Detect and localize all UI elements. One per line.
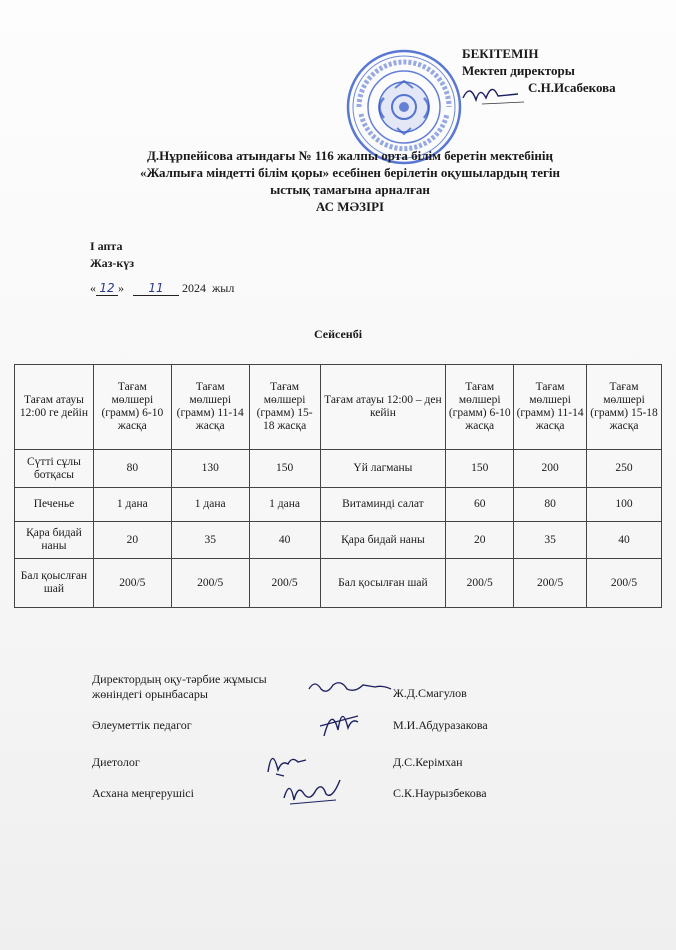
table-cell: 1 дана (93, 488, 171, 522)
table-cell: Бал қосылған шай (320, 559, 446, 608)
staff-name: Ж.Д.Смагулов (393, 686, 467, 700)
date-month: 11 (133, 281, 179, 296)
table-cell: 100 (587, 488, 662, 522)
table-cell: 80 (93, 450, 171, 488)
staff-name: Д.С.Керімхан (393, 755, 463, 769)
table-cell: 200/5 (514, 559, 587, 608)
day-title: Сейсенбі (313, 327, 363, 341)
table-cell: Витаминді салат (320, 488, 446, 522)
table-cell: 200/5 (93, 559, 171, 608)
table-cell: 1 дана (249, 488, 320, 522)
date-day: 12 (96, 281, 118, 296)
table-cell: 200/5 (446, 559, 514, 608)
director-signature (458, 78, 528, 108)
table-cell: 150 (249, 450, 320, 488)
table-cell: Печенье (15, 488, 94, 522)
table-cell: 60 (446, 488, 514, 522)
table-cell: 40 (587, 522, 662, 559)
table-cell: Үй лагманы (320, 450, 446, 488)
staff-role (92, 755, 140, 770)
header-cell: Тағам мөлшері (грамм) 11-14 жасқа (171, 365, 249, 450)
staff-role (92, 786, 194, 801)
table-cell: 35 (171, 522, 249, 559)
table-cell: 200/5 (171, 559, 249, 608)
title-line-4: АС МӘЗІРІ (315, 199, 385, 214)
table-cell: 80 (514, 488, 587, 522)
table-cell: 20 (446, 522, 514, 559)
staff-role (92, 718, 192, 733)
menu-table (14, 364, 662, 608)
title-line-3: ыстық тамағына арналған (270, 182, 430, 197)
approval-heading: БЕКІТЕМІН (462, 46, 539, 61)
staff-name: С.К.Наурызбекова (393, 786, 487, 800)
staff-role-line: жөніндегі орынбасары (92, 687, 208, 701)
staff-signature (305, 675, 395, 699)
season-label: Жаз-күз (90, 256, 135, 270)
date-close-quote: » (118, 281, 124, 295)
staff-signature (262, 742, 308, 778)
header-cell: Тағам мөлшері (грамм) 11-14 жасқа (514, 365, 587, 450)
staff-signature (318, 700, 360, 740)
table-cell: 20 (93, 522, 171, 559)
table-cell: Қара бидай наны (15, 522, 94, 559)
approval-director-name: С.Н.Исабекова (528, 80, 616, 95)
document-title (90, 147, 610, 215)
staff-role-line: Әлеуметтік педагог (92, 718, 192, 732)
title-line-1: Д.Нұрпейісова атындағы № 116 жалпы орта білім беретін мектебінің (146, 148, 554, 163)
table-cell: 200/5 (249, 559, 320, 608)
table-cell: 250 (587, 450, 662, 488)
table-cell: 40 (249, 522, 320, 559)
table-cell: Сүтті сұлы ботқасы (15, 450, 94, 488)
table-cell: 200/5 (587, 559, 662, 608)
date-suffix: жыл (212, 281, 235, 295)
table-cell: 200 (514, 450, 587, 488)
table-cell: Қара бидай наны (320, 522, 446, 559)
week-label: І апта (90, 239, 123, 253)
approval-position: Мектеп директоры (462, 63, 575, 78)
date-year: 2024 (182, 281, 206, 295)
header-cell: Тағам атауы 12:00 – ден кейін (320, 365, 446, 450)
table-cell: 150 (446, 450, 514, 488)
week-block (90, 238, 134, 272)
staff-role-line: Директордың оқу-тәрбие жұмысы (92, 672, 267, 686)
table-row (15, 450, 662, 488)
staff-role-line: Диетолог (92, 755, 140, 769)
staff-signature (280, 774, 346, 808)
table-cell: 130 (171, 450, 249, 488)
table-cell: 35 (514, 522, 587, 559)
date-open-quote: « (90, 281, 96, 295)
table-cell: 1 дана (171, 488, 249, 522)
table-row (15, 522, 662, 559)
title-line-2: «Жалпыға міндетті білім қоры» есебінен берілетін оқушылардың тегін (140, 165, 560, 180)
staff-name: М.И.Абдуразакова (393, 718, 488, 732)
header-cell: Тағам мөлшері (грамм) 15-18 жасқа (249, 365, 320, 450)
header-cell: Тағам атауы 12:00 ге дейін (15, 365, 94, 450)
header-cell: Тағам мөлшері (грамм) 15-18 жасқа (587, 365, 662, 450)
table-header-row (15, 365, 662, 450)
staff-role (92, 672, 267, 702)
table-row (15, 488, 662, 522)
header-cell: Тағам мөлшері (грамм) 6-10 жасқа (446, 365, 514, 450)
date-line (90, 281, 234, 296)
staff-role-line: Асхана меңгерушісі (92, 786, 194, 800)
table-row (15, 559, 662, 608)
header-cell: Тағам мөлшері (грамм) 6-10 жасқа (93, 365, 171, 450)
table-cell: Бал қоыслған шай (15, 559, 94, 608)
